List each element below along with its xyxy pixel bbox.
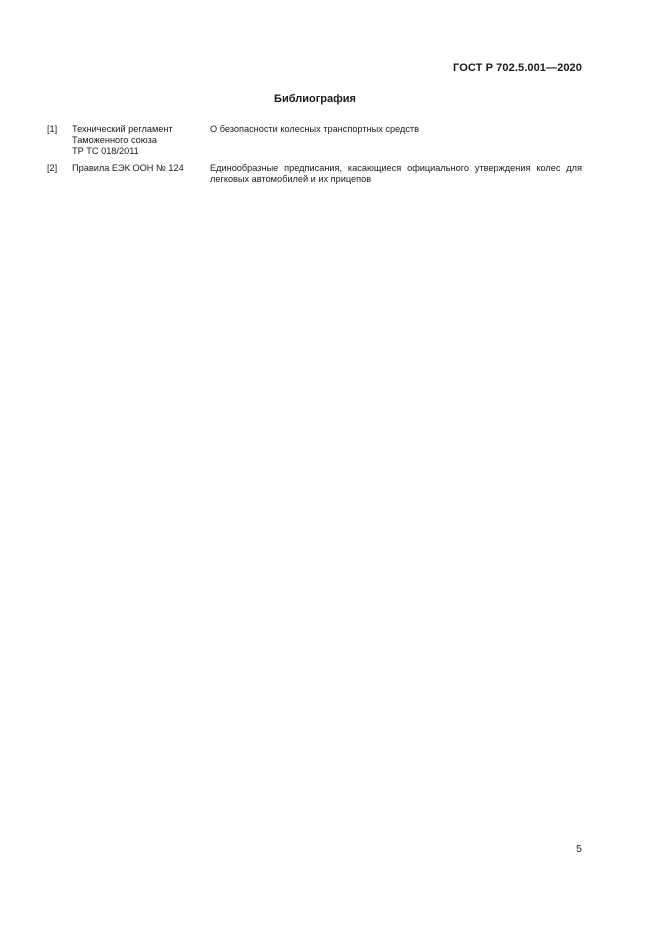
section-title: Библиография bbox=[274, 93, 356, 105]
entry-reference-line: Таможенного союза bbox=[72, 135, 157, 145]
entry-reference bbox=[72, 124, 210, 157]
entry-reference-line: Технический регламент bbox=[72, 124, 173, 134]
bibliography-entry bbox=[47, 124, 582, 157]
entry-number: [1] bbox=[47, 124, 58, 134]
entry-reference-line: Правила ЕЭК ООН № 124 bbox=[72, 163, 184, 173]
page-number: 5 bbox=[576, 843, 582, 855]
entry-title: О безопасности колесных транспортных средств bbox=[210, 124, 420, 134]
entry-reference-line: ТР ТС 018/2011 bbox=[72, 146, 139, 156]
bibliography-list bbox=[47, 124, 582, 191]
entry-number: [2] bbox=[47, 163, 58, 173]
entry-reference bbox=[72, 163, 210, 174]
entry-title: Единообразные предписания, касающиеся официального утверждения колес для легковых автомобилей и их прицепов bbox=[210, 163, 582, 184]
document-code: ГОСТ Р 702.5.001—2020 bbox=[453, 62, 582, 74]
bibliography-entry bbox=[47, 163, 582, 185]
